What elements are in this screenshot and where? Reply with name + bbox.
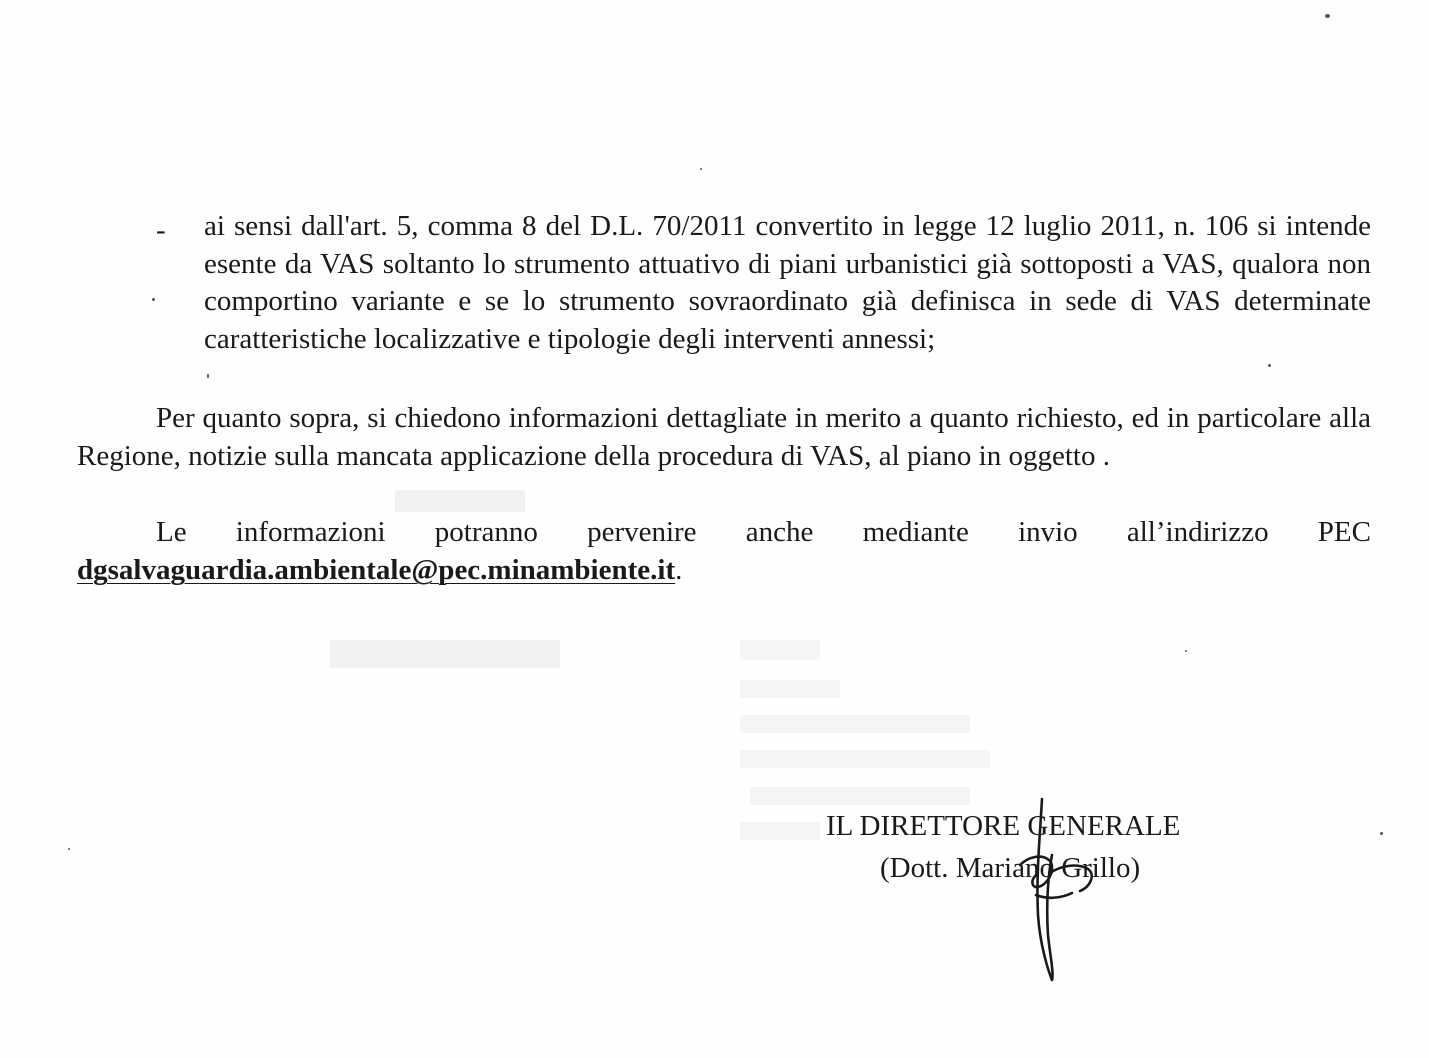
scan-speck [207,374,209,378]
paragraph-request: Per quanto sopra, si chiedono informazioni dettagliate in merito a quanto richiesto, ed in particolare alla Regione, notizie sulla mancata applicazione della procedura di VAS, al piano in oggetto . [77,402,1371,472]
bleed-through-mark [740,822,820,840]
bleed-through-mark [740,750,990,768]
scan-speck [700,168,702,170]
scan-speck [68,848,70,850]
bleed-through-mark [330,640,560,668]
bleed-through-mark [750,787,970,805]
signatory-title: IL DIRETTORE GENERALE [826,810,1181,842]
pec-intro-text: Le informazioni potranno pervenire anche mediante invio all’indirizzo PEC [156,516,1371,548]
pec-email-period: . [675,554,683,586]
signatory-name: (Dott. Mariano Grillo) [880,852,1141,884]
scan-speck [1380,832,1383,835]
scan-speck [1185,650,1187,652]
scan-speck [1325,14,1330,18]
bleed-through-mark [740,715,970,733]
bleed-through-mark [740,680,840,698]
scan-speck [1268,364,1271,367]
bullet-text: ai sensi dall'art. 5, comma 8 del D.L. 70/2011 convertito in legge 12 luglio 2011, n. 106 si intende esente da VAS soltanto lo strumento attuativo di piani urbanistici già sottoposti a VAS, qualora non comportino variante e se lo strumento sovraordinato già definisca in sede di VAS determinate caratteristiche localizzative e tipologie degli interventi annessi; [204,210,1371,355]
pec-email-link[interactable]: dgsalvaguardia.ambientale@pec.minambiente.it [77,554,676,586]
paragraph-pec [77,513,1371,589]
scan-speck [152,298,155,301]
bullet-marker: - [156,214,166,246]
bleed-through-mark [740,640,820,660]
bleed-through-mark [395,490,525,512]
handwritten-signature [990,795,1130,995]
